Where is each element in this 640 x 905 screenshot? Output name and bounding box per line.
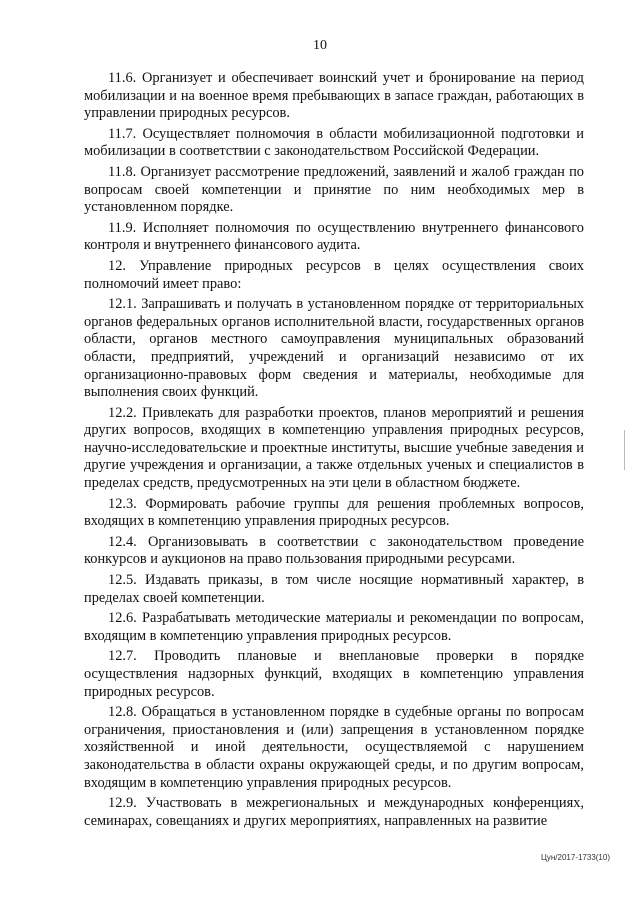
paragraph-12-6: 12.6. Разрабатывать методические материалы и рекомендации по вопросам, входящим в компетенцию управления природных ресурсов. — [84, 610, 584, 644]
paragraph-12-2: 12.2. Привлекать для разработки проектов, планов мероприятий и решения других вопросов, входящих в компетенцию управления природных ресурсов, научно-исследовательские и проектные институты, высшие учебные заведения и другие учреждения и организации, а также отдельных ученых и специалистов в пределах средств, предусмотренных на эти цели в областном бюджете. — [84, 404, 584, 492]
document-code: Цун/2017-1733(10) — [540, 853, 610, 862]
paragraph-12: 12. Управление природных ресурсов в целях осуществления своих полномочий имеет право: — [84, 257, 584, 292]
paragraph-12-7: 12.7. Проводить плановые и внеплановые проверки в порядке осуществления надзорных функций, входящих в компетенцию управления природных ресурсов. — [84, 648, 584, 700]
paragraph-12-5: 12.5. Издавать приказы, в том числе носящие нормативный характер, в пределах своей компетенции. — [84, 572, 584, 606]
paragraph-12-4: 12.4. Организовывать в соответствии с законодательством проведение конкурсов и аукционов на право пользования природными ресурсами. — [84, 533, 584, 568]
paragraph-12-1: 12.1. Запрашивать и получать в установленном порядке от территориальных органов федеральных органов исполнительной власти, государственных органов области, органов местного самоуправления муниципальных образований области, предприятий, учреждений и организаций независимо от их организационно-правовых форм сведения и материалы, необходимые для выполнения своих функций. — [84, 296, 584, 401]
paragraph-12-8: 12.8. Обращаться в установленном порядке в судебные органы по вопросам ограничения, приостановления и (или) запрещения в установленном порядке хозяйственной и иной деятельности, осуществляемой с нарушением законодательства в области охраны окружающей среды, и по другим вопросам, входящим в компетенцию управления природных ресурсов. — [84, 704, 584, 791]
page-number: 10 — [313, 38, 327, 53]
paragraph-11-7: 11.7. Осуществляет полномочия в области мобилизационной подготовки и мобилизации в соответствии с законодательством Российской Федерации. — [84, 125, 584, 160]
document-body — [84, 70, 584, 833]
paragraph-12-3: 12.3. Формировать рабочие группы для решения проблемных вопросов, входящих в компетенцию управления природных ресурсов. — [84, 495, 584, 530]
paragraph-11-6: 11.6. Организует и обеспечивает воинский учет и бронирование на период мобилизации и на военное время пребывающих в запасе граждан, работающих в управлении природных ресурсов. — [84, 70, 584, 122]
paragraph-11-8: 11.8. Организует рассмотрение предложений, заявлений и жалоб граждан по вопросам своей компетенции и принятие по ним необходимых мер в установленном порядке. — [84, 163, 584, 216]
scan-edge-mark — [624, 430, 625, 470]
paragraph-12-9: 12.9. Участвовать в межрегиональных и международных конференциях, семинарах, совещаниях и других мероприятиях, направленных на развитие — [84, 795, 584, 829]
paragraph-11-9: 11.9. Исполняет полномочия по осуществлению внутреннего финансового контроля и внутреннего финансового аудита. — [84, 219, 584, 254]
